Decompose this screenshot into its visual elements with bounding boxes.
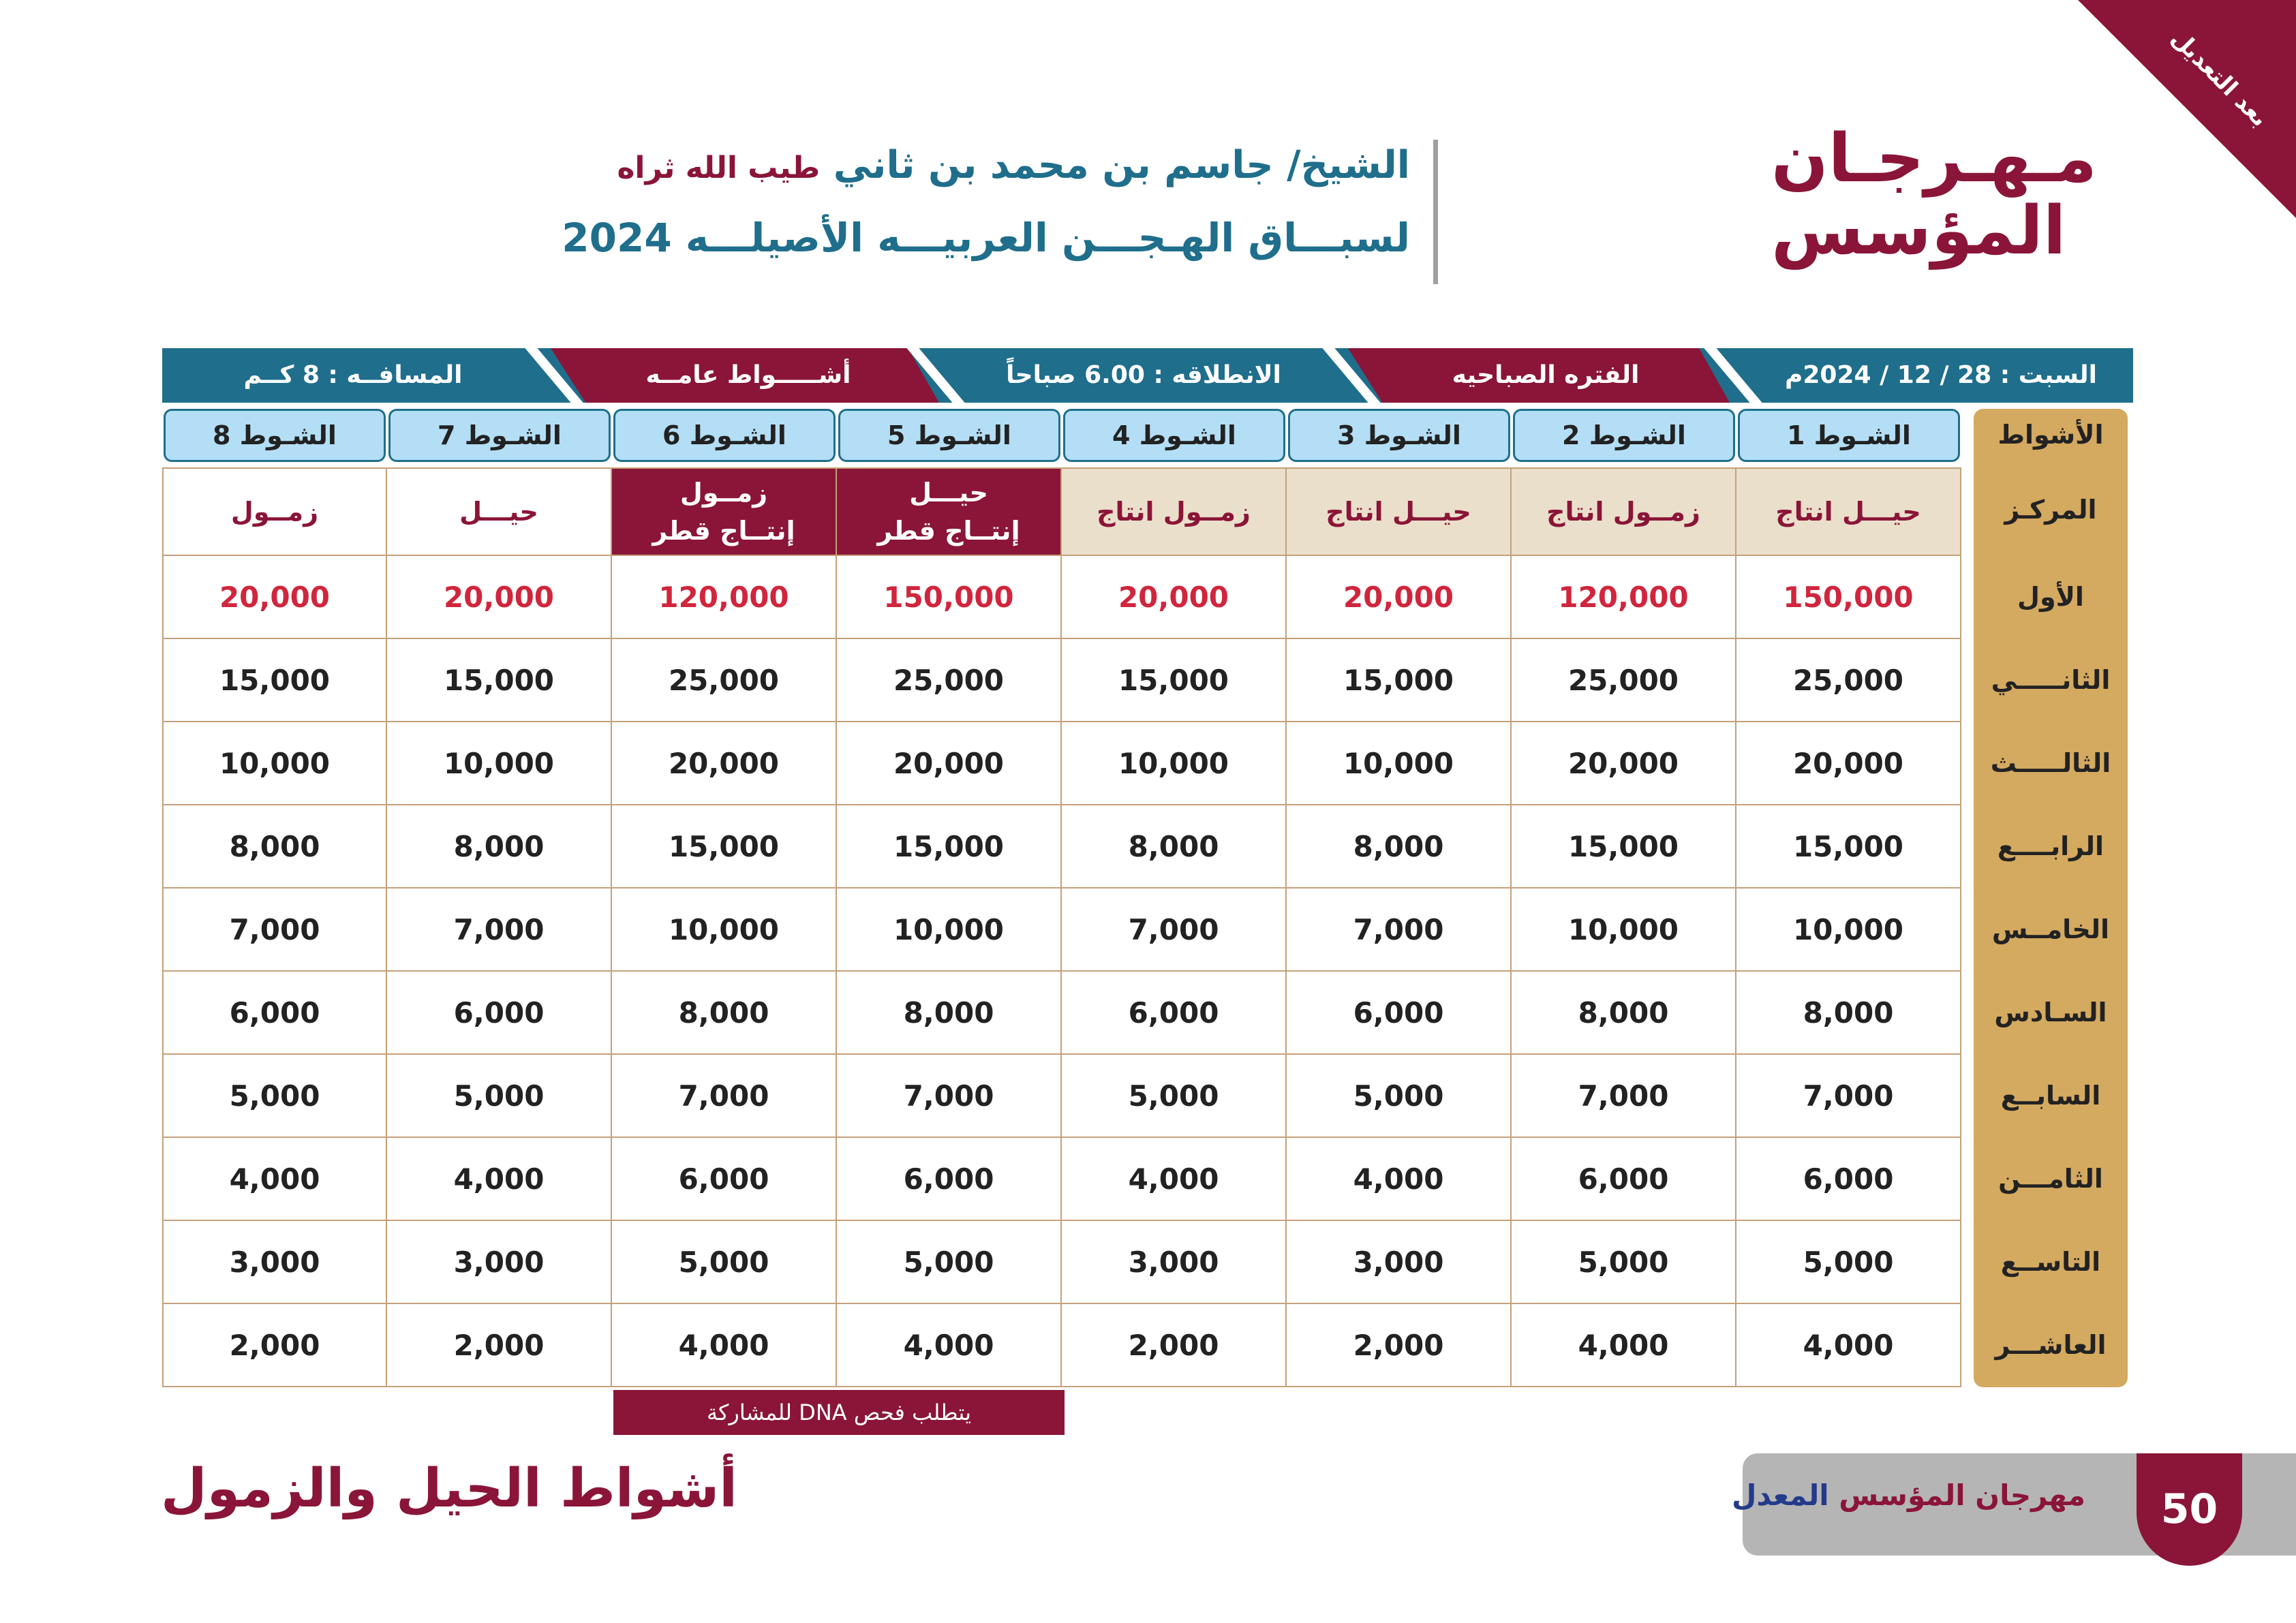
prize-cell: 4,000 xyxy=(387,1138,612,1221)
category-line1: حيـــل انتاج xyxy=(1775,497,1921,527)
footer-pill-main: مهرجان المؤسس xyxy=(1839,1479,2085,1512)
prize-cell: 10,000 xyxy=(612,888,837,972)
center-label: المركـز xyxy=(2004,495,2097,525)
prize-cell: 4,000 xyxy=(1062,1138,1287,1221)
category-line2: إنتــاج قطر xyxy=(877,516,1020,546)
prize-cell: 20,000 xyxy=(1062,556,1287,639)
prize-cell: 4,000 xyxy=(1287,1138,1512,1221)
prize-cell: 8,000 xyxy=(1062,805,1287,888)
round-header: الشـوط 2 xyxy=(1513,409,1735,462)
prize-cell: 6,000 xyxy=(1512,1138,1736,1221)
place-label: الثامـــن xyxy=(1998,1164,2103,1194)
place-label: السابــع xyxy=(2000,1081,2101,1111)
prize-cell: 8,000 xyxy=(837,972,1062,1055)
prize-cell: 15,000 xyxy=(162,639,387,722)
prize-cell: 20,000 xyxy=(1736,722,1961,805)
category-line1: حيـــل xyxy=(459,497,538,527)
prize-cell: 6,000 xyxy=(1287,972,1512,1055)
row-labels-column xyxy=(1974,409,2128,1387)
place-label: الخامــس xyxy=(1991,914,2110,944)
prize-cell: 2,000 xyxy=(1062,1304,1287,1387)
prize-cell: 2,000 xyxy=(162,1304,387,1387)
prize-cell: 8,000 xyxy=(612,972,837,1055)
prize-cell: 25,000 xyxy=(612,639,837,722)
prize-cell: 5,000 xyxy=(612,1221,837,1304)
prize-cell: 10,000 xyxy=(1287,722,1512,805)
prize-cell: 15,000 xyxy=(1062,639,1287,722)
prize-cell: 7,000 xyxy=(1736,1055,1961,1138)
prize-cell: 20,000 xyxy=(162,556,387,639)
prize-cell: 25,000 xyxy=(837,639,1062,722)
category-cell xyxy=(1287,467,1512,556)
place-label: الثالـــــث xyxy=(1990,748,2111,778)
prize-cell: 8,000 xyxy=(1512,972,1736,1055)
prize-cell: 4,000 xyxy=(162,1138,387,1221)
footer-title: أشواط الحيل والزمول xyxy=(161,1458,738,1519)
prize-cell: 4,000 xyxy=(612,1304,837,1387)
header-divider xyxy=(1433,140,1438,284)
round-header: الشـوط 4 xyxy=(1063,409,1285,462)
info-race-type: أشـــــواط عامــه xyxy=(645,361,851,389)
prize-cell: 8,000 xyxy=(162,805,387,888)
category-line2: إنتــاج قطر xyxy=(652,516,795,546)
prize-cell: 8,000 xyxy=(1736,972,1961,1055)
prize-cell: 7,000 xyxy=(162,888,387,972)
prize-cell: 120,000 xyxy=(1512,556,1736,639)
prize-cell: 6,000 xyxy=(1062,972,1287,1055)
prize-cell: 6,000 xyxy=(612,1138,837,1221)
prize-cell: 10,000 xyxy=(1512,888,1736,972)
category-cell xyxy=(837,467,1062,556)
prize-cell: 3,000 xyxy=(387,1221,612,1304)
rounds-label: الأشواط xyxy=(1997,420,2104,450)
category-line1: حيـــل انتاج xyxy=(1326,497,1471,527)
prize-cell: 3,000 xyxy=(1287,1221,1512,1304)
subtitle-name: الشيخ/ جاسم بن محمد بن ثاني xyxy=(833,143,1410,187)
prize-cell: 8,000 xyxy=(387,805,612,888)
prize-cell: 25,000 xyxy=(1512,639,1736,722)
round-header: الشـوط 7 xyxy=(388,409,611,462)
corner-label: بعد التعديل xyxy=(2166,24,2274,133)
category-cell xyxy=(387,467,612,556)
info-bar xyxy=(162,348,2133,403)
place-label: السـادس xyxy=(1994,998,2107,1027)
dna-note: يتطلب فحص DNA للمشاركة xyxy=(613,1390,1065,1435)
info-distance: المسافــه : 8 كــم xyxy=(243,361,463,389)
info-date: السبت : 28 / 12 / 2024م xyxy=(1784,361,2097,389)
prize-cell: 15,000 xyxy=(1512,805,1736,888)
prize-cell: 5,000 xyxy=(1287,1055,1512,1138)
prize-cell: 4,000 xyxy=(1512,1304,1736,1387)
prize-cell: 8,000 xyxy=(1287,805,1512,888)
prize-cell: 6,000 xyxy=(387,972,612,1055)
prize-cell: 15,000 xyxy=(387,639,612,722)
prize-cell: 10,000 xyxy=(837,888,1062,972)
prize-cell: 4,000 xyxy=(1736,1304,1961,1387)
round-header: الشـوط 5 xyxy=(838,409,1060,462)
prize-cell: 7,000 xyxy=(837,1055,1062,1138)
prize-cell: 10,000 xyxy=(387,722,612,805)
prize-cell: 7,000 xyxy=(387,888,612,972)
subtitle-race: لسبـــاق الهـجـــن العربيـــه الأصيلـــه 2024 xyxy=(562,215,1410,261)
prize-cell: 5,000 xyxy=(837,1221,1062,1304)
category-line1: زمــول انتاج xyxy=(1097,497,1251,527)
place-label: الرابــــع xyxy=(1997,831,2104,861)
prize-cell: 15,000 xyxy=(837,805,1062,888)
category-line1: زمــول xyxy=(230,497,319,527)
prize-cell: 3,000 xyxy=(162,1221,387,1304)
prize-cell: 7,000 xyxy=(1287,888,1512,972)
prize-cell: 10,000 xyxy=(162,722,387,805)
brand-logo xyxy=(1771,120,2097,270)
prize-cell: 20,000 xyxy=(1512,722,1736,805)
prize-cell: 7,000 xyxy=(612,1055,837,1138)
prize-cell: 6,000 xyxy=(162,972,387,1055)
category-cell xyxy=(1736,467,1961,556)
prize-cell: 5,000 xyxy=(1736,1221,1961,1304)
prize-cell: 7,000 xyxy=(1512,1055,1736,1138)
page-number: 50 xyxy=(2137,1453,2242,1566)
prize-cell: 150,000 xyxy=(837,556,1062,639)
prize-cell: 120,000 xyxy=(612,556,837,639)
footer-pill-text xyxy=(1731,1479,2085,1512)
round-header: الشـوط 1 xyxy=(1738,409,1960,462)
round-header: الشـوط 8 xyxy=(164,409,386,462)
prize-cell: 15,000 xyxy=(1287,639,1512,722)
category-line1: زمــول انتاج xyxy=(1546,497,1700,527)
prize-cell: 150,000 xyxy=(1736,556,1961,639)
footer-pill-accent: المعدل xyxy=(1731,1479,1829,1512)
brand-line2: المؤسس xyxy=(1771,192,2066,270)
category-cell xyxy=(162,467,387,556)
info-period: الفتره الصباحيه xyxy=(1452,361,1640,389)
prize-cell: 15,000 xyxy=(1736,805,1961,888)
place-label: الأول xyxy=(2017,582,2084,612)
brand-line1: مـهـرجـان xyxy=(1771,120,2097,198)
subtitle-blessing: طيب الله ثراه xyxy=(617,151,821,185)
prize-cell: 4,000 xyxy=(837,1304,1062,1387)
round-header: الشـوط 6 xyxy=(613,409,836,462)
place-label: العاشـــر xyxy=(1995,1330,2107,1360)
category-line1: زمــول xyxy=(679,478,768,508)
prize-cell: 20,000 xyxy=(387,556,612,639)
prize-cell: 7,000 xyxy=(1062,888,1287,972)
prize-cell: 20,000 xyxy=(837,722,1062,805)
prize-cell: 6,000 xyxy=(1736,1138,1961,1221)
place-label: الثانـــــي xyxy=(1991,665,2111,695)
place-label: التاســع xyxy=(2000,1247,2101,1277)
prize-cell: 5,000 xyxy=(162,1055,387,1138)
prize-cell: 3,000 xyxy=(1062,1221,1287,1304)
prize-cell: 2,000 xyxy=(1287,1304,1512,1387)
prize-cell: 5,000 xyxy=(1062,1055,1287,1138)
category-line1: حيـــل xyxy=(909,478,988,508)
prize-cell: 10,000 xyxy=(1736,888,1961,972)
prize-cell: 10,000 xyxy=(1062,722,1287,805)
subtitle-sheikh xyxy=(592,143,1410,187)
prize-cell: 6,000 xyxy=(837,1138,1062,1221)
prize-cell: 15,000 xyxy=(612,805,837,888)
prize-cell: 5,000 xyxy=(387,1055,612,1138)
prize-cell: 20,000 xyxy=(1287,556,1512,639)
category-cell xyxy=(1062,467,1287,556)
prize-cell: 2,000 xyxy=(387,1304,612,1387)
info-start-time: الانطلاقه : 6.00 صباحاً xyxy=(1006,361,1281,389)
prize-cell: 20,000 xyxy=(612,722,837,805)
round-header: الشـوط 3 xyxy=(1288,409,1510,462)
category-cell xyxy=(612,467,837,556)
prize-cell: 25,000 xyxy=(1736,639,1961,722)
prize-cell: 5,000 xyxy=(1512,1221,1736,1304)
category-cell xyxy=(1512,467,1736,556)
